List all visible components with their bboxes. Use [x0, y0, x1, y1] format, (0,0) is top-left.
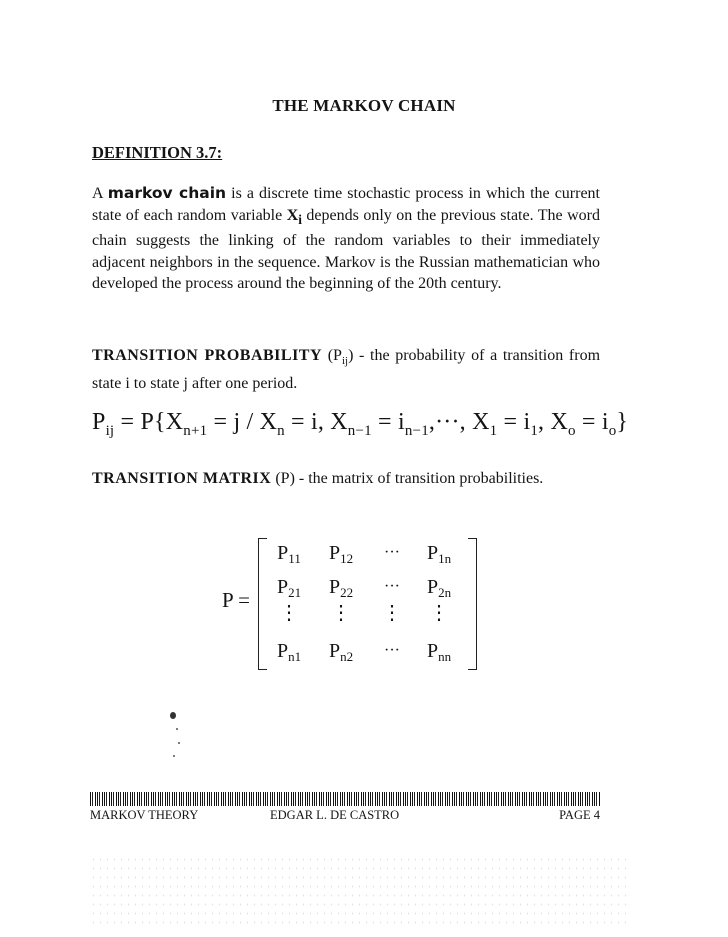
para-lead: A	[92, 185, 103, 202]
transition-probability-heading: TRANSITION PROBABILITY	[92, 347, 323, 364]
transition-matrix-definition	[92, 468, 600, 490]
matrix-ellipsis: ···	[384, 544, 400, 561]
matrix-vertical-ellipsis: ⋮	[429, 602, 449, 624]
matrix-ellipsis: ···	[384, 642, 400, 659]
transition-matrix-heading: TRANSITION MATRIX	[92, 470, 272, 487]
scan-noise	[90, 855, 630, 925]
matrix-cell: $P_{12}$	[328, 542, 354, 566]
footer-barcode	[90, 792, 600, 806]
page-footer	[90, 808, 600, 826]
transition-probability-symbol: $(P_{ij})$	[327, 347, 354, 368]
matrix-lhs: P =	[222, 588, 250, 612]
term-markov-chain: markov chain	[107, 184, 227, 202]
matrix-cell: $P_{nn}$	[426, 640, 452, 664]
right-bracket	[468, 538, 477, 670]
definition-heading: DEFINITION 3.7:	[92, 143, 223, 162]
para-text-a: is a discrete time stochastic process in which the current state of each random variable	[92, 185, 600, 224]
matrix-cell: $P_{22}$	[328, 576, 354, 600]
ink-speck	[178, 742, 180, 744]
matrix-vertical-ellipsis: ⋮	[382, 602, 402, 624]
matrix-cell: $P_{11}$	[277, 542, 301, 566]
footer-page-number: PAGE 4	[559, 808, 600, 822]
page-title: THE MARKOV CHAIN	[272, 96, 456, 115]
ink-speck	[173, 755, 175, 757]
footer-author: EDGAR L. DE CASTRO	[270, 808, 400, 822]
transition-matrix-symbol: (P)	[275, 470, 295, 487]
para-text-b: depends only on the previous state. The word chain suggests the linking of the random variables to their immediately adjacent neighbors in the sequence. Markov is the Russian mathematician who developed the process around the beginning of the 20th century.	[92, 206, 600, 293]
transition-probability-definition	[92, 345, 600, 394]
matrix-vertical-ellipsis: ⋮	[279, 602, 299, 624]
transition-matrix	[222, 536, 492, 672]
matrix-cell: $P_{1n}$	[426, 542, 452, 566]
ink-blot	[170, 712, 176, 719]
markov-property-formula: $P_{ij} = P\{X_{n+1} = j / X_n = i$, $X_{n-1} = i_{n-1},\cdot\cdot\cdot$, $X_1 = i_1$, $X_o = i_o$}	[92, 409, 629, 439]
transition-probability-text: - the probability of a transition from state i to state j after one period.	[92, 347, 601, 392]
matrix-cell: $P_{n2}$	[328, 640, 354, 664]
transition-matrix-text: - the matrix of transition probabilities.	[298, 470, 544, 487]
footer-left: MARKOV THEORY	[90, 808, 199, 822]
matrix-cell: $P_{2n}$	[426, 576, 452, 600]
matrix-ellipsis: ···	[384, 578, 400, 595]
markov-chain-definition	[92, 183, 600, 295]
ink-speck	[176, 728, 178, 730]
matrix-cell: $P_{n1}$	[276, 640, 302, 664]
matrix-vertical-ellipsis: ⋮	[331, 602, 351, 624]
matrix-cell: $P_{21}$	[276, 576, 302, 600]
random-variable: $X_i$	[286, 206, 302, 227]
